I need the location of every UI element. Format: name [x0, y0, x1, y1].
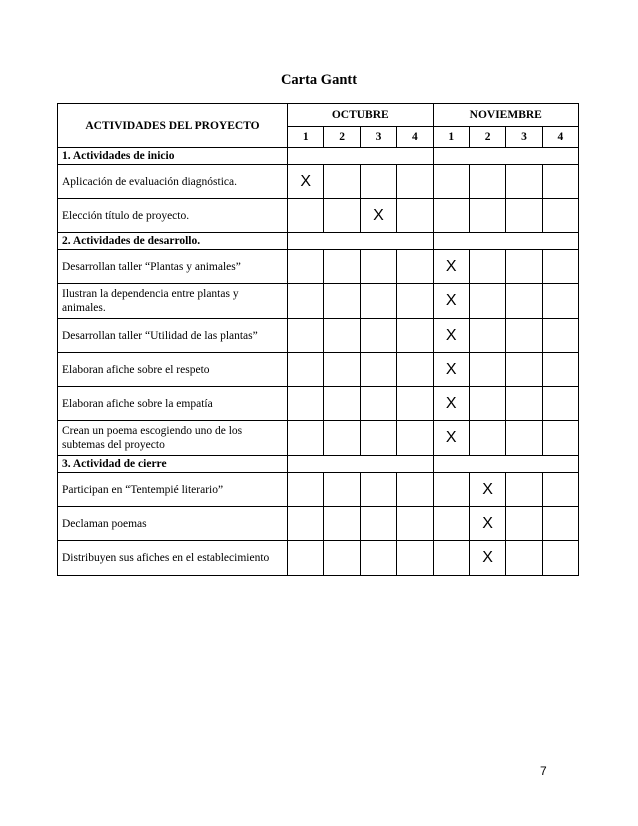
schedule-cell	[324, 387, 360, 421]
schedule-cell	[360, 353, 396, 387]
schedule-cell	[397, 507, 433, 541]
schedule-mark: X	[288, 165, 324, 199]
schedule-cell	[469, 165, 505, 199]
schedule-cell	[288, 387, 324, 421]
schedule-cell	[542, 284, 578, 319]
schedule-cell	[324, 284, 360, 319]
schedule-mark: X	[433, 284, 469, 319]
schedule-cell	[360, 541, 396, 576]
schedule-cell	[433, 507, 469, 541]
schedule-cell	[469, 387, 505, 421]
week-header-cell: 2	[324, 127, 360, 148]
schedule-mark: X	[433, 353, 469, 387]
schedule-cell	[542, 387, 578, 421]
week-header-cell: 4	[542, 127, 578, 148]
schedule-cell	[360, 421, 396, 456]
activity-row	[58, 473, 579, 507]
schedule-cell	[397, 387, 433, 421]
schedule-cell	[469, 319, 505, 353]
schedule-cell	[397, 541, 433, 576]
activity-name: Elaboran afiche sobre la empatía	[58, 387, 288, 421]
section-blank-october	[288, 233, 434, 250]
activity-row	[58, 353, 579, 387]
schedule-cell	[469, 353, 505, 387]
section-title: 2. Actividades de desarrollo.	[58, 233, 288, 250]
gantt-table	[57, 103, 579, 576]
schedule-cell	[506, 199, 542, 233]
schedule-mark: X	[433, 319, 469, 353]
schedule-cell	[469, 421, 505, 456]
schedule-cell	[360, 165, 396, 199]
schedule-cell	[506, 284, 542, 319]
schedule-cell	[397, 284, 433, 319]
schedule-mark: X	[433, 250, 469, 284]
schedule-cell	[433, 541, 469, 576]
schedule-cell	[506, 387, 542, 421]
schedule-cell	[288, 284, 324, 319]
schedule-mark: X	[469, 473, 505, 507]
section-row	[58, 148, 579, 165]
schedule-cell	[433, 473, 469, 507]
schedule-cell	[542, 473, 578, 507]
week-header-cell: 1	[288, 127, 324, 148]
activity-name: Distribuyen sus afiches en el establecimiento	[58, 541, 288, 576]
week-header-cell: 2	[469, 127, 505, 148]
schedule-cell	[397, 250, 433, 284]
schedule-cell	[360, 250, 396, 284]
schedule-cell	[360, 507, 396, 541]
week-header-cell: 3	[360, 127, 396, 148]
activity-name: Desarrollan taller “Plantas y animales”	[58, 250, 288, 284]
activity-row	[58, 421, 579, 456]
schedule-cell	[506, 507, 542, 541]
activity-name: Elección título de proyecto.	[58, 199, 288, 233]
schedule-cell	[360, 387, 396, 421]
schedule-cell	[288, 319, 324, 353]
schedule-mark: X	[469, 541, 505, 576]
schedule-cell	[324, 199, 360, 233]
schedule-cell	[433, 165, 469, 199]
section-row	[58, 456, 579, 473]
activity-row	[58, 165, 579, 199]
schedule-cell	[324, 421, 360, 456]
schedule-cell	[324, 353, 360, 387]
schedule-cell	[506, 541, 542, 576]
section-title: 3. Actividad de cierre	[58, 456, 288, 473]
schedule-cell	[506, 319, 542, 353]
schedule-mark: X	[433, 421, 469, 456]
schedule-cell	[288, 473, 324, 507]
section-blank-november	[433, 456, 579, 473]
schedule-cell	[288, 250, 324, 284]
schedule-cell	[506, 473, 542, 507]
schedule-cell	[324, 319, 360, 353]
schedule-cell	[324, 165, 360, 199]
schedule-cell	[288, 353, 324, 387]
activity-name: Participan en “Tentempié literario”	[58, 473, 288, 507]
schedule-cell	[433, 199, 469, 233]
schedule-cell	[542, 541, 578, 576]
activity-row	[58, 507, 579, 541]
week-header-cell: 1	[433, 127, 469, 148]
schedule-cell	[397, 353, 433, 387]
gantt-body	[58, 148, 579, 576]
activity-row	[58, 541, 579, 576]
schedule-cell	[506, 165, 542, 199]
schedule-mark: X	[469, 507, 505, 541]
section-title: 1. Actividades de inicio	[58, 148, 288, 165]
schedule-cell	[397, 199, 433, 233]
schedule-cell	[397, 319, 433, 353]
schedule-cell	[397, 165, 433, 199]
schedule-cell	[469, 199, 505, 233]
schedule-cell	[506, 250, 542, 284]
schedule-cell	[288, 541, 324, 576]
schedule-cell	[360, 473, 396, 507]
schedule-cell	[542, 421, 578, 456]
month-header-november: NOVIEMBRE	[433, 104, 579, 127]
activity-name: Aplicación de evaluación diagnóstica.	[58, 165, 288, 199]
month-header-october: OCTUBRE	[288, 104, 434, 127]
schedule-cell	[360, 319, 396, 353]
schedule-cell	[542, 199, 578, 233]
schedule-cell	[288, 507, 324, 541]
schedule-cell	[324, 507, 360, 541]
schedule-cell	[542, 353, 578, 387]
activity-name: Elaboran afiche sobre el respeto	[58, 353, 288, 387]
schedule-cell	[542, 250, 578, 284]
schedule-cell	[542, 165, 578, 199]
activity-name: Ilustran la dependencia entre plantas y animales.	[58, 284, 288, 319]
page-title: Carta Gantt	[280, 72, 358, 88]
schedule-cell	[542, 507, 578, 541]
schedule-cell	[506, 353, 542, 387]
schedule-mark: X	[360, 199, 396, 233]
activity-name: Crean un poema escogiendo uno de los subtemas del proyecto	[58, 421, 288, 456]
activity-row	[58, 284, 579, 319]
schedule-cell	[360, 284, 396, 319]
section-row	[58, 233, 579, 250]
week-header-cell: 4	[397, 127, 433, 148]
schedule-cell	[397, 473, 433, 507]
section-blank-october	[288, 456, 434, 473]
activity-row	[58, 250, 579, 284]
schedule-cell	[469, 250, 505, 284]
section-blank-november	[433, 148, 579, 165]
activity-row	[58, 199, 579, 233]
schedule-cell	[324, 250, 360, 284]
schedule-cell	[397, 421, 433, 456]
section-blank-october	[288, 148, 434, 165]
week-header-cell: 3	[506, 127, 542, 148]
activities-header: ACTIVIDADES DEL PROYECTO	[58, 104, 288, 148]
schedule-cell	[469, 284, 505, 319]
schedule-cell	[324, 473, 360, 507]
section-blank-november	[433, 233, 579, 250]
schedule-cell	[506, 421, 542, 456]
schedule-cell	[288, 199, 324, 233]
schedule-cell	[542, 319, 578, 353]
activity-name: Declaman poemas	[58, 507, 288, 541]
schedule-mark: X	[433, 387, 469, 421]
activity-row	[58, 387, 579, 421]
schedule-cell	[324, 541, 360, 576]
activity-name: Desarrollan taller “Utilidad de las plantas”	[58, 319, 288, 353]
page-number: 7	[540, 764, 547, 778]
schedule-cell	[288, 421, 324, 456]
activity-row	[58, 319, 579, 353]
